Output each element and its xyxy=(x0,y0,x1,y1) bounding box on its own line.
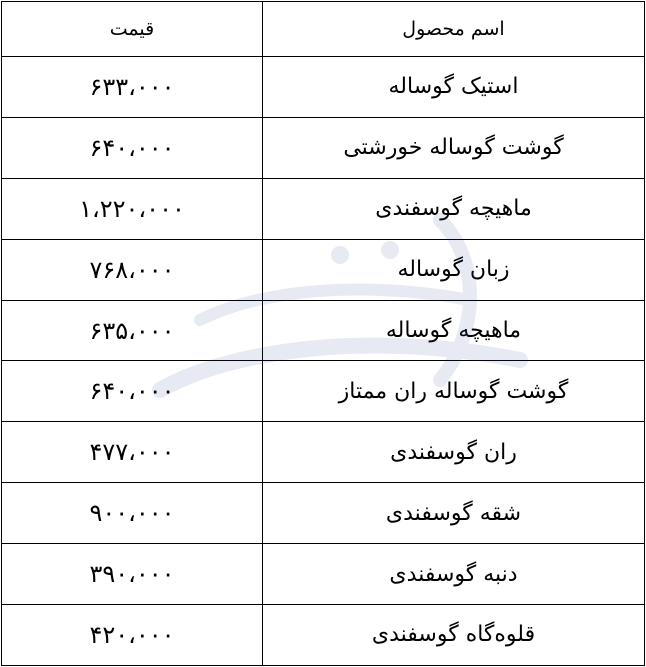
product-name-cell: گوشت گوساله ران ممتاز xyxy=(263,361,645,422)
table-header-row xyxy=(2,2,645,57)
table-row xyxy=(2,483,645,544)
product-name-cell: استیک گوساله xyxy=(263,57,645,118)
table-row xyxy=(2,117,645,178)
product-name-cell: دنبه گوسفندی xyxy=(263,544,645,605)
table-row xyxy=(2,239,645,300)
price-cell: ۹۰۰،۰۰۰ xyxy=(2,483,263,544)
price-cell: ۷۶۸،۰۰۰ xyxy=(2,239,263,300)
price-cell: ۶۳۳،۰۰۰ xyxy=(2,57,263,118)
price-table-container xyxy=(1,1,644,665)
table-row xyxy=(2,361,645,422)
table-row xyxy=(2,178,645,239)
price-cell: ۶۴۰،۰۰۰ xyxy=(2,117,263,178)
price-table xyxy=(1,1,645,666)
price-cell: ۱،۲۲۰،۰۰۰ xyxy=(2,178,263,239)
product-name-cell: ماهیچه گوسفندی xyxy=(263,178,645,239)
table-row xyxy=(2,300,645,361)
table-row xyxy=(2,544,645,605)
price-cell: ۴۲۰،۰۰۰ xyxy=(2,605,263,666)
product-name-cell: ماهیچه گوساله xyxy=(263,300,645,361)
product-name-cell: شقه گوسفندی xyxy=(263,483,645,544)
header-price: قیمت xyxy=(2,2,263,57)
product-name-cell: ران گوسفندی xyxy=(263,422,645,483)
price-cell: ۶۳۵،۰۰۰ xyxy=(2,300,263,361)
product-name-cell: زبان گوساله xyxy=(263,239,645,300)
table-row xyxy=(2,422,645,483)
price-cell: ۶۴۰،۰۰۰ xyxy=(2,361,263,422)
product-name-cell: قلوه‌گاه گوسفندی xyxy=(263,605,645,666)
table-row xyxy=(2,57,645,118)
product-name-cell: گوشت گوساله خورشتی xyxy=(263,117,645,178)
price-cell: ۴۷۷،۰۰۰ xyxy=(2,422,263,483)
table-row xyxy=(2,605,645,666)
header-product-name: اسم محصول xyxy=(263,2,645,57)
price-cell: ۳۹۰،۰۰۰ xyxy=(2,544,263,605)
